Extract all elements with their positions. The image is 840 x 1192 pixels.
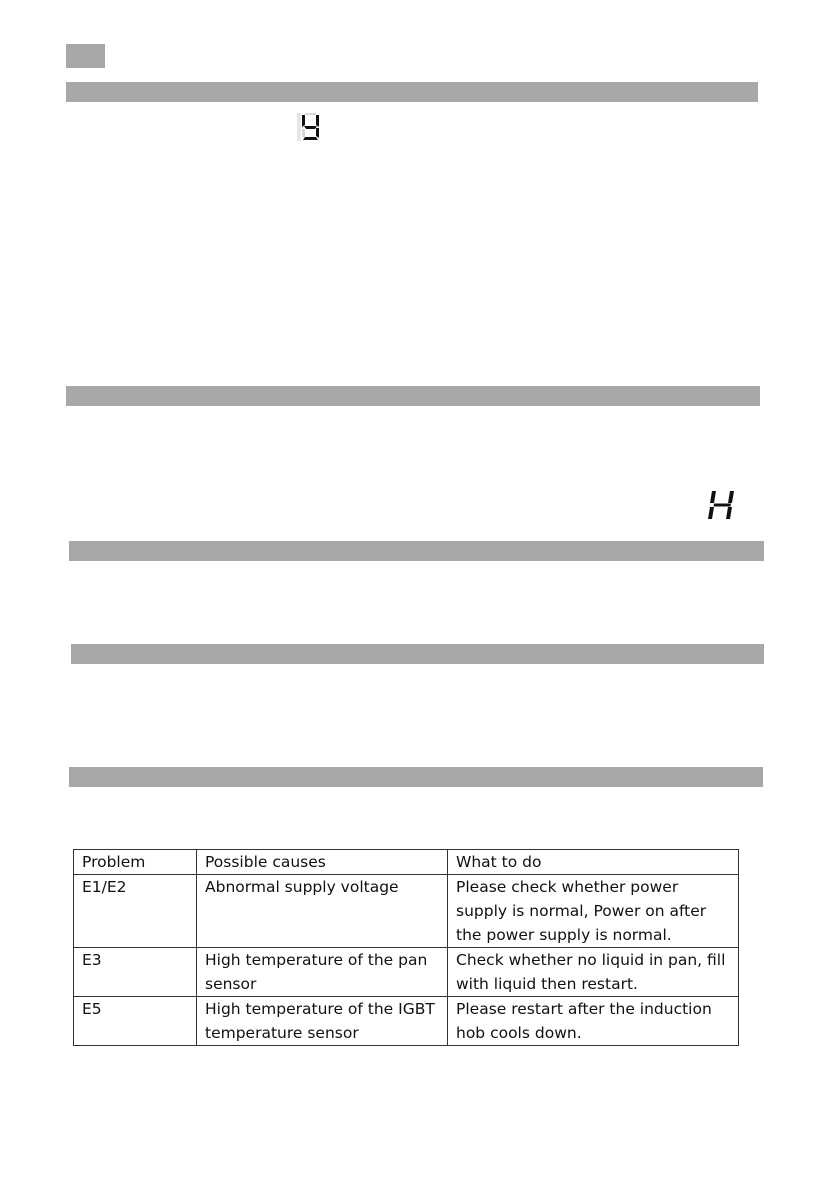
problem-code: E1/E2	[74, 875, 197, 948]
problem-code: E5	[74, 997, 197, 1046]
remedy: Please restart after the induction hob cools down.	[448, 997, 739, 1046]
header-problem: Problem	[74, 850, 197, 875]
section-header-bar-residual-heat	[66, 386, 760, 406]
table-row	[74, 875, 739, 948]
section-header-bar-3	[69, 541, 764, 561]
error-code-table	[73, 849, 739, 1046]
remedy: Please check whether power supply is normal, Power on after the power supply is normal.	[448, 875, 739, 948]
table-row	[74, 948, 739, 997]
remedy: Check whether no liquid in pan, fill with liquid then restart.	[448, 948, 739, 997]
possible-cause: High temperature of the pan sensor	[197, 948, 448, 997]
possible-cause: Abnormal supply voltage	[197, 875, 448, 948]
residual-heat-H-icon	[706, 489, 738, 521]
section-header-bar-4	[71, 644, 764, 664]
header-what-to-do: What to do	[448, 850, 739, 875]
header-possible-causes: Possible causes	[197, 850, 448, 875]
lock-display-icon	[296, 112, 326, 142]
section-header-bar-error-codes	[69, 767, 763, 787]
table-header-row	[74, 850, 739, 875]
table-row	[74, 997, 739, 1046]
section-header-bar-lock	[66, 82, 758, 102]
possible-cause: High temperature of the IGBT temperature sensor	[197, 997, 448, 1046]
page-number-box	[66, 44, 105, 68]
problem-code: E3	[74, 948, 197, 997]
